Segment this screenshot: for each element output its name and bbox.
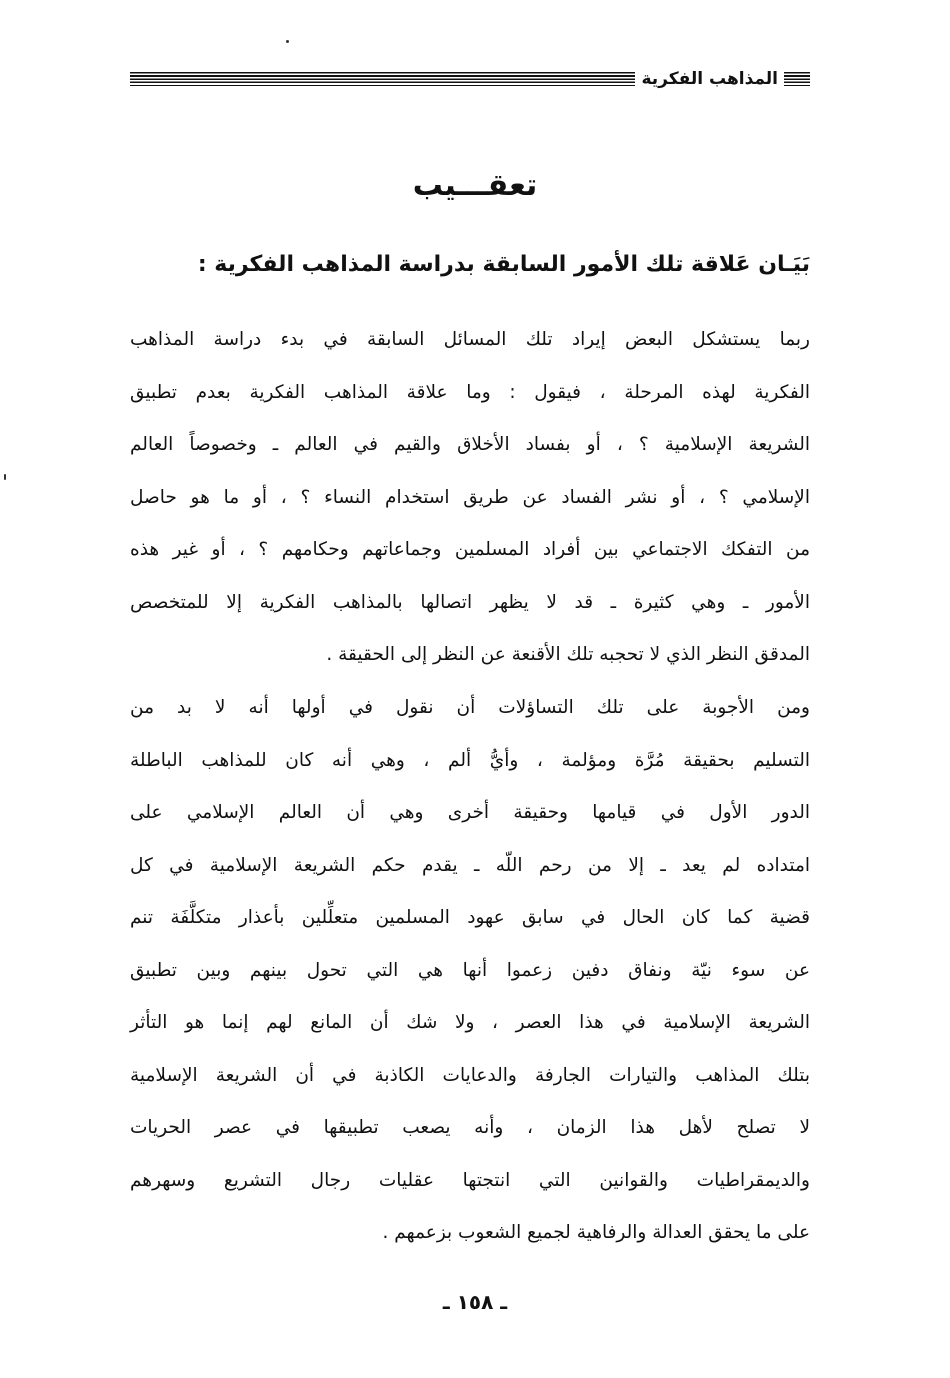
paragraph-line: الشريعة الإسلامية ؟ ، أو بفساد الأخلاق والقيم في العالم ـ وخصوصاً العالم: [130, 434, 810, 455]
paragraph-line: الدور الأول في قيامها وحقيقة أخرى وهي أن العالم الإسلامي على: [130, 802, 810, 823]
paragraph-line: الفكرية لهذه المرحلة ، فيقول : وما علاقة المذاهب الفكرية بعدم تطبيق: [130, 381, 810, 403]
running-header: [130, 66, 810, 92]
paragraph-line: ومن الأجوبة على تلك التساؤلات أن نقول في أولها أنه لا بد من: [130, 697, 810, 718]
paragraph-line: والديمقراطيات والقوانين التي انتجتها عقليات رجال التشريع وسهرهم: [130, 1169, 810, 1191]
paragraph-line: امتداده لم يعد ـ إلا من رحم اللّه ـ يقدم حكم الشريعة الإسلامية في كل: [130, 854, 810, 876]
page-number: ـ ١٥٨ ـ: [442, 1290, 508, 1314]
paragraph-line: من التفكك الاجتماعي بين أفراد المسلمين وجماعاتهم وحكامهم ؟ ، أو غير هذه: [130, 539, 810, 560]
paragraph-line: عن سوء نيّة ونفاق دفين زعموا أنها هي التي تحول بينهم وبين تطبيق: [130, 959, 810, 981]
paragraph-line: الأمور ـ وهي كثيرة ـ قد لا يظهر اتصالها بالمذاهب الفكرية إلا للمتخصص: [130, 591, 810, 613]
running-header-title: المذاهب الفكرية: [641, 69, 778, 89]
section-subtitle: بَيَـان عَلاقة تلك الأمور السابقة بدراسة المذاهب الفكرية :: [197, 252, 810, 277]
paragraph-line: الإسلامي ؟ ، أو نشر الفساد عن طريق استخدام النساء ؟ ، أو ما هو حاصل: [130, 486, 810, 508]
paragraph-line: التسليم بحقيقة مُرَّة ومؤلمة ، وأيُّ ألم ، وهي أنه كان للمذاهب الباطلة: [130, 749, 810, 771]
paragraph-line: لا تصلح لأهل هذا الزمان ، وأنه يصعب تطبيقها في عصر الحريات: [130, 1117, 810, 1138]
header-rule-left: [130, 72, 635, 86]
paragraph-1: [130, 314, 810, 682]
paragraph-line: قضية كما كان الحال في سابق عهود المسلمين متعلِّلين بأعذار متكلَّفَة تنم: [130, 907, 810, 928]
paragraph-2: [130, 682, 810, 1260]
scan-speck: [4, 474, 6, 480]
paragraph-line: الشريعة الإسلامية في هذا العصر ، ولا شك أن المانع لهم إنما هو التأثر: [130, 1012, 810, 1033]
paragraph-line: المدقق النظر الذي لا تحجبه تلك الأقنعة عن النظر إلى الحقيقة .: [326, 644, 810, 665]
paragraph-line: على ما يحقق العدالة والرفاهية لجميع الشعوب بزعمهم .: [382, 1222, 810, 1243]
paragraph-line: ربما يستشكل البعض إيراد تلك المسائل السابقة في بدء دراسة المذاهب: [130, 329, 810, 350]
section-title: تعقـــيب: [412, 168, 538, 203]
header-rule-right: [784, 72, 810, 86]
scan-speck: [286, 40, 289, 43]
paragraph-line: بتلك المذاهب والتيارات الجارفة والدعايات الكاذبة في أن الشريعة الإسلامية: [130, 1064, 810, 1086]
